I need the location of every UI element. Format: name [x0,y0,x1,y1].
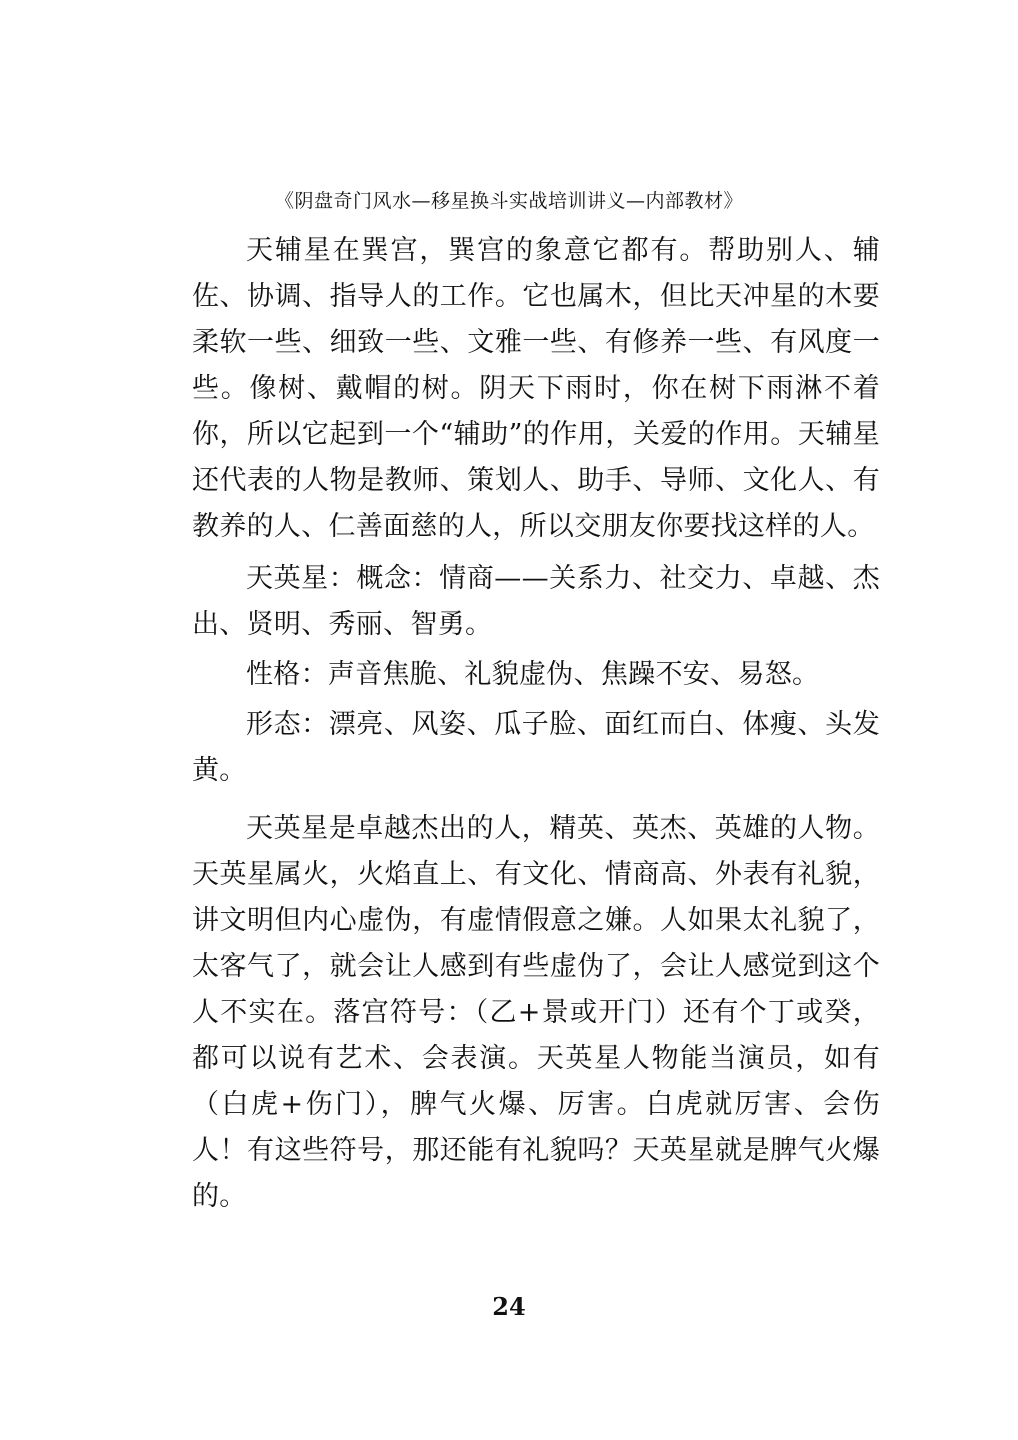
paragraph-tianying-description: 天英星是卓越杰出的人，精英、英杰、英雄的人物。天英星属火，火焰直上、有文化、情商高、外表有礼貌，讲文明但内心虚伪，有虚情假意之嫌。人如果太礼貌了，太客气了，就会让人感到有些虚伪了，会让人感觉到这个人不实在。落宫符号：（乙+景或开门）还有个丁或癸，都可以说有艺术、会表演。天英星人物能当演员，如有（白虎+伤门），脾气火爆、厉害。白虎就厉害、会伤人！有这些符号，那还能有礼貌吗？天英星就是脾气火爆的。 [192,813,880,1212]
paragraph-tianying-concept: 天英星：概念：情商——关系力、社交力、卓越、杰出、贤明、秀丽、智勇。 [192,563,880,640]
page-number: 24 [492,1292,526,1321]
body-text [192,228,880,1220]
paragraph-tianfu-star: 天辅星在巽宫，巽宫的象意它都有。帮助别人、辅佐、协调、指导人的工作。它也属木，但比天冲星的木要柔软一些、细致一些、文雅一些、有修养一些、有风度一些。像树、戴帽的树。阴天下雨时，你在树下雨淋不着你，所以它起到一个“辅助”的作用，关爱的作用。天辅星还代表的人物是教师、策划人、助手、导师、文化人、有教养的人、仁善面慈的人，所以交朋友你要找这样的人。 [192,235,880,542]
running-header-title: 《阴盘奇门风水—移星换斗实战培训讲义—内部教材》 [274,190,743,212]
paragraph-tianying-appearance: 形态：漂亮、风姿、瓜子脸、面红而白、体瘦、头发黄。 [192,709,880,786]
paragraph-tianying-personality: 性格：声音焦脆、礼貌虚伪、焦躁不安、易怒。 [246,659,820,690]
